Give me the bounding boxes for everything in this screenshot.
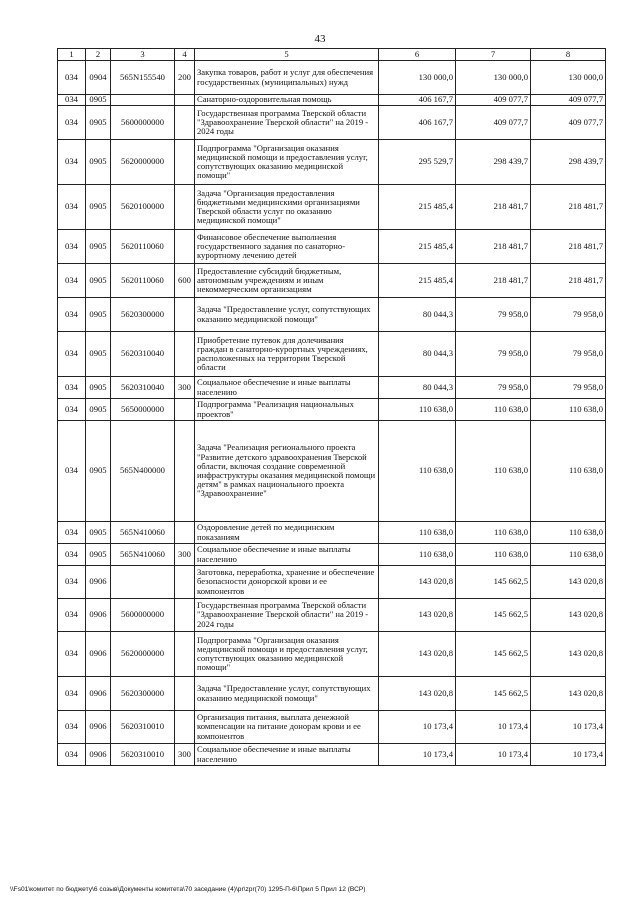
- cell-admin-code: 034: [58, 711, 86, 744]
- cell-expense-type: [175, 599, 195, 632]
- table-row: [58, 95, 606, 106]
- table-body: [58, 61, 606, 766]
- cell-expense-type: [175, 185, 195, 230]
- column-header: 2: [86, 49, 111, 61]
- cell-section-code: 0905: [86, 332, 111, 377]
- cell-admin-code: 034: [58, 140, 86, 185]
- cell-amount-year-1: 80 044,3: [379, 332, 456, 377]
- cell-admin-code: 034: [58, 744, 86, 766]
- cell-amount-year-1: 80 044,3: [379, 377, 456, 399]
- cell-amount-year-3: 110 638,0: [531, 522, 606, 544]
- cell-target-code: [111, 566, 175, 599]
- table-row: [58, 711, 606, 744]
- cell-amount-year-2: 145 662,5: [456, 677, 531, 711]
- cell-amount-year-2: 145 662,5: [456, 566, 531, 599]
- table-row: [58, 230, 606, 264]
- cell-admin-code: 034: [58, 544, 86, 566]
- cell-section-code: 0905: [86, 140, 111, 185]
- cell-amount-year-3: 79 958,0: [531, 298, 606, 332]
- cell-target-code: 5620310010: [111, 744, 175, 766]
- cell-amount-year-2: 79 958,0: [456, 332, 531, 377]
- column-header: 4: [175, 49, 195, 61]
- cell-amount-year-3: 409 077,7: [531, 106, 606, 140]
- cell-section-code: 0906: [86, 566, 111, 599]
- cell-admin-code: 034: [58, 185, 86, 230]
- cell-admin-code: 034: [58, 632, 86, 677]
- cell-section-code: 0906: [86, 632, 111, 677]
- cell-description: Государственная программа Тверской области "Здравоохранение Тверской области" на 2019 - 2024 годы: [195, 599, 379, 632]
- table-row: [58, 332, 606, 377]
- cell-description: Подпрограмма "Организация оказания медицинской помощи и предоставления услуг, сопутствующих оказанию медицинской помощи": [195, 632, 379, 677]
- cell-amount-year-3: 79 958,0: [531, 332, 606, 377]
- cell-amount-year-1: 130 000,0: [379, 61, 456, 95]
- table-row: [58, 61, 606, 95]
- cell-section-code: 0905: [86, 298, 111, 332]
- cell-amount-year-1: 110 638,0: [379, 544, 456, 566]
- cell-amount-year-3: 218 481,7: [531, 185, 606, 230]
- cell-admin-code: 034: [58, 230, 86, 264]
- cell-expense-type: [175, 632, 195, 677]
- cell-expense-type: [175, 332, 195, 377]
- cell-section-code: 0906: [86, 744, 111, 766]
- cell-expense-type: [175, 399, 195, 421]
- cell-target-code: 5620310010: [111, 711, 175, 744]
- cell-target-code: 565N410060: [111, 544, 175, 566]
- cell-description: Оздоровление детей по медицинским показаниям: [195, 522, 379, 544]
- cell-amount-year-1: 143 020,8: [379, 566, 456, 599]
- table-row: [58, 544, 606, 566]
- cell-amount-year-3: 110 638,0: [531, 421, 606, 522]
- table-header-row: [58, 49, 606, 61]
- cell-target-code: 5600000000: [111, 106, 175, 140]
- cell-admin-code: 034: [58, 421, 86, 522]
- cell-amount-year-1: 143 020,8: [379, 677, 456, 711]
- cell-amount-year-3: 218 481,7: [531, 230, 606, 264]
- cell-amount-year-1: 406 167,7: [379, 106, 456, 140]
- cell-target-code: [111, 95, 175, 106]
- cell-expense-type: [175, 95, 195, 106]
- cell-amount-year-1: 295 529,7: [379, 140, 456, 185]
- cell-amount-year-1: 406 167,7: [379, 95, 456, 106]
- cell-target-code: 565N400000: [111, 421, 175, 522]
- cell-amount-year-1: 10 173,4: [379, 711, 456, 744]
- cell-amount-year-2: 145 662,5: [456, 632, 531, 677]
- cell-section-code: 0905: [86, 544, 111, 566]
- cell-target-code: 5620310040: [111, 332, 175, 377]
- cell-target-code: 5620100000: [111, 185, 175, 230]
- cell-amount-year-3: 10 173,4: [531, 711, 606, 744]
- cell-admin-code: 034: [58, 522, 86, 544]
- cell-section-code: 0905: [86, 522, 111, 544]
- cell-description: Приобретение путевок для долечивания граждан в санаторно-курортных учреждениях, расположенных на территории Тверской области: [195, 332, 379, 377]
- cell-expense-type: 300: [175, 744, 195, 766]
- cell-amount-year-2: 145 662,5: [456, 599, 531, 632]
- column-header: 3: [111, 49, 175, 61]
- cell-section-code: 0905: [86, 230, 111, 264]
- table-row: [58, 566, 606, 599]
- cell-amount-year-1: 80 044,3: [379, 298, 456, 332]
- cell-amount-year-3: 143 020,8: [531, 566, 606, 599]
- cell-target-code: 5620110060: [111, 264, 175, 298]
- table-row: [58, 421, 606, 522]
- cell-target-code: 5620300000: [111, 677, 175, 711]
- cell-section-code: 0905: [86, 399, 111, 421]
- footer-file-path: \\Fs01\комитет по бюджету\6 созыв\Документы комитета\70 заседание (4)\pr\zpr(70) 1295-П-6\Прил 5 Прил 12 (ВСР): [10, 886, 366, 893]
- cell-admin-code: 034: [58, 677, 86, 711]
- cell-amount-year-1: 215 485,4: [379, 264, 456, 298]
- page-number: 43: [314, 33, 326, 45]
- budget-table: [57, 48, 606, 766]
- cell-expense-type: 200: [175, 61, 195, 95]
- cell-admin-code: 034: [58, 599, 86, 632]
- cell-expense-type: [175, 140, 195, 185]
- cell-expense-type: [175, 298, 195, 332]
- cell-admin-code: 034: [58, 332, 86, 377]
- cell-amount-year-1: 143 020,8: [379, 599, 456, 632]
- cell-description: Закупка товаров, работ и услуг для обеспечения государственных (муниципальных) нужд: [195, 61, 379, 95]
- cell-amount-year-1: 110 638,0: [379, 522, 456, 544]
- cell-target-code: 565N410060: [111, 522, 175, 544]
- cell-description: Финансовое обеспечение выполнения государственного задания по санаторно-курортному лечению детей: [195, 230, 379, 264]
- cell-admin-code: 034: [58, 95, 86, 106]
- cell-amount-year-3: 110 638,0: [531, 399, 606, 421]
- cell-amount-year-3: 79 958,0: [531, 377, 606, 399]
- cell-expense-type: [175, 711, 195, 744]
- cell-amount-year-3: 130 000,0: [531, 61, 606, 95]
- cell-amount-year-2: 409 077,7: [456, 95, 531, 106]
- cell-description: Подпрограмма "Реализация национальных проектов": [195, 399, 379, 421]
- cell-amount-year-2: 218 481,7: [456, 230, 531, 264]
- cell-amount-year-1: 215 485,4: [379, 185, 456, 230]
- cell-amount-year-2: 10 173,4: [456, 744, 531, 766]
- cell-section-code: 0906: [86, 599, 111, 632]
- cell-admin-code: 034: [58, 61, 86, 95]
- cell-section-code: 0905: [86, 95, 111, 106]
- cell-amount-year-2: 110 638,0: [456, 421, 531, 522]
- cell-expense-type: [175, 106, 195, 140]
- cell-description: Задача "Предоставление услуг, сопутствующих оказанию медицинской помощи": [195, 677, 379, 711]
- cell-amount-year-2: 130 000,0: [456, 61, 531, 95]
- cell-amount-year-2: 218 481,7: [456, 185, 531, 230]
- cell-amount-year-3: 218 481,7: [531, 264, 606, 298]
- table-row: [58, 632, 606, 677]
- table-row: [58, 185, 606, 230]
- column-header: 6: [379, 49, 456, 61]
- cell-expense-type: [175, 230, 195, 264]
- cell-admin-code: 034: [58, 298, 86, 332]
- cell-amount-year-3: 110 638,0: [531, 544, 606, 566]
- table-row: [58, 522, 606, 544]
- cell-amount-year-3: 10 173,4: [531, 744, 606, 766]
- cell-amount-year-2: 409 077,7: [456, 106, 531, 140]
- cell-expense-type: [175, 677, 195, 711]
- cell-description: Социальное обеспечение и иные выплаты населению: [195, 544, 379, 566]
- cell-amount-year-1: 110 638,0: [379, 421, 456, 522]
- cell-expense-type: [175, 421, 195, 522]
- cell-expense-type: 600: [175, 264, 195, 298]
- cell-description: Задача "Реализация регионального проекта "Развитие детского здравоохранения Тверской области, включая создание современной инфраструктуры оказания медицинской помощи детям" в рамках национального проекта "Здравоохранение": [195, 421, 379, 522]
- cell-amount-year-3: 298 439,7: [531, 140, 606, 185]
- cell-amount-year-1: 10 173,4: [379, 744, 456, 766]
- cell-description: Санаторно-оздоровительная помощь: [195, 95, 379, 106]
- cell-amount-year-1: 215 485,4: [379, 230, 456, 264]
- cell-expense-type: [175, 522, 195, 544]
- cell-target-code: 5600000000: [111, 599, 175, 632]
- cell-amount-year-2: 298 439,7: [456, 140, 531, 185]
- cell-expense-type: 300: [175, 377, 195, 399]
- cell-description: Организация питания, выплата денежной компенсации на питание донорам крови и ее компонентов: [195, 711, 379, 744]
- table-row: [58, 677, 606, 711]
- cell-description: Предоставление субсидий бюджетным, автономным учреждениям и иным некоммерческим организациям: [195, 264, 379, 298]
- cell-admin-code: 034: [58, 399, 86, 421]
- cell-amount-year-2: 79 958,0: [456, 377, 531, 399]
- cell-admin-code: 034: [58, 566, 86, 599]
- cell-section-code: 0905: [86, 185, 111, 230]
- cell-amount-year-2: 10 173,4: [456, 711, 531, 744]
- cell-amount-year-3: 409 077,7: [531, 95, 606, 106]
- cell-admin-code: 034: [58, 264, 86, 298]
- cell-admin-code: 034: [58, 106, 86, 140]
- cell-section-code: 0906: [86, 711, 111, 744]
- table-row: [58, 377, 606, 399]
- cell-target-code: 5620310040: [111, 377, 175, 399]
- cell-amount-year-2: 110 638,0: [456, 399, 531, 421]
- cell-section-code: 0905: [86, 106, 111, 140]
- cell-description: Задача "Организация предоставления бюджетными медицинскими организациями Тверской области услуг по оказанию медицинской помощи": [195, 185, 379, 230]
- table-row: [58, 298, 606, 332]
- cell-description: Социальное обеспечение и иные выплаты населению: [195, 744, 379, 766]
- column-header: 8: [531, 49, 606, 61]
- cell-amount-year-2: 218 481,7: [456, 264, 531, 298]
- cell-amount-year-2: 110 638,0: [456, 544, 531, 566]
- cell-amount-year-2: 79 958,0: [456, 298, 531, 332]
- cell-section-code: 0905: [86, 421, 111, 522]
- cell-target-code: 565N155540: [111, 61, 175, 95]
- cell-amount-year-2: 110 638,0: [456, 522, 531, 544]
- column-header: 5: [195, 49, 379, 61]
- cell-target-code: 5620000000: [111, 140, 175, 185]
- column-header: 1: [58, 49, 86, 61]
- cell-section-code: 0905: [86, 264, 111, 298]
- cell-description: Задача "Предоставление услуг, сопутствующих оказанию медицинской помощи": [195, 298, 379, 332]
- column-header: 7: [456, 49, 531, 61]
- cell-expense-type: 300: [175, 544, 195, 566]
- cell-target-code: 5620300000: [111, 298, 175, 332]
- table-row: [58, 744, 606, 766]
- cell-section-code: 0906: [86, 677, 111, 711]
- table-row: [58, 106, 606, 140]
- cell-expense-type: [175, 566, 195, 599]
- cell-amount-year-3: 143 020,8: [531, 677, 606, 711]
- cell-admin-code: 034: [58, 377, 86, 399]
- cell-description: Государственная программа Тверской области "Здравоохранение Тверской области" на 2019 - 2024 годы: [195, 106, 379, 140]
- table-row: [58, 599, 606, 632]
- table-row: [58, 140, 606, 185]
- cell-amount-year-3: 143 020,8: [531, 632, 606, 677]
- table-row: [58, 399, 606, 421]
- cell-target-code: 5620110060: [111, 230, 175, 264]
- cell-description: Подпрограмма "Организация оказания медицинской помощи и предоставления услуг, сопутствующих оказанию медицинской помощи": [195, 140, 379, 185]
- cell-amount-year-1: 143 020,8: [379, 632, 456, 677]
- cell-section-code: 0905: [86, 377, 111, 399]
- cell-amount-year-3: 143 020,8: [531, 599, 606, 632]
- cell-target-code: 5620000000: [111, 632, 175, 677]
- cell-section-code: 0904: [86, 61, 111, 95]
- cell-amount-year-1: 110 638,0: [379, 399, 456, 421]
- cell-description: Заготовка, переработка, хранение и обеспечение безопасности донорской крови и ее компонентов: [195, 566, 379, 599]
- cell-target-code: 5650000000: [111, 399, 175, 421]
- cell-description: Социальное обеспечение и иные выплаты населению: [195, 377, 379, 399]
- table-row: [58, 264, 606, 298]
